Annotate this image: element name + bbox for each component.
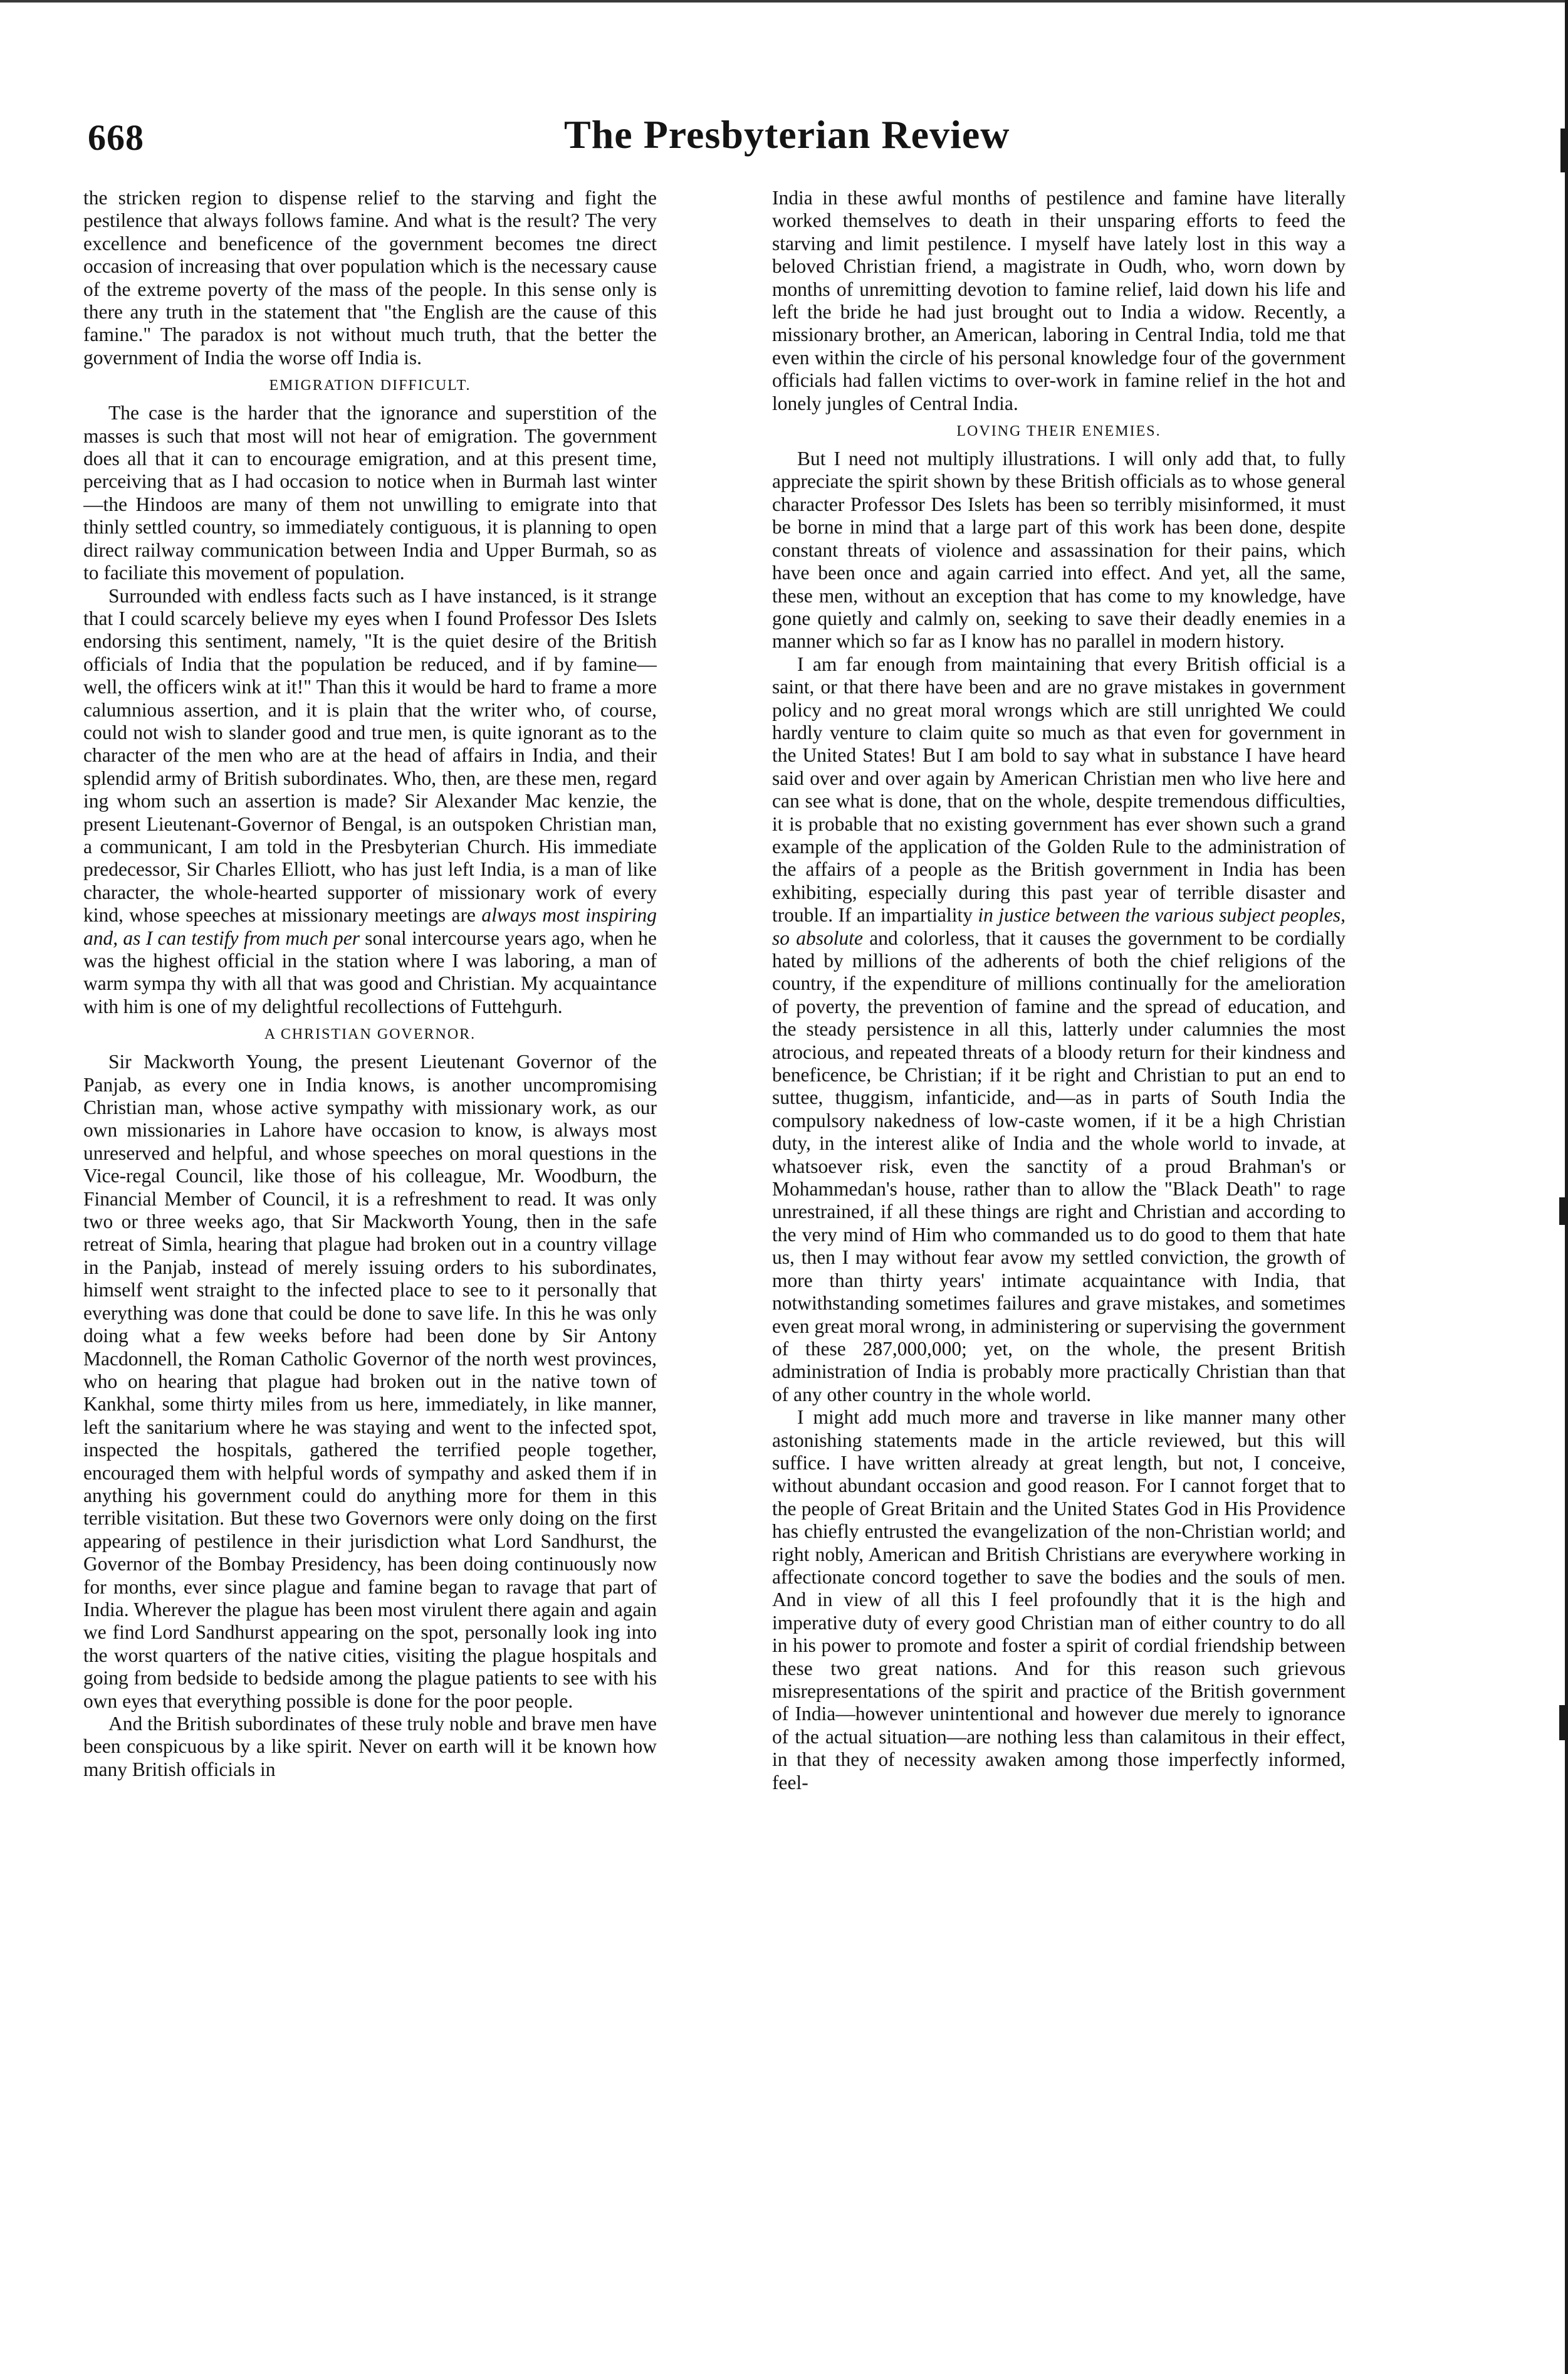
section-subheading: A CHRISTIAN GOVERNOR. xyxy=(264,1026,476,1043)
paragraph: I might add much more and traverse in like manner many other astonishing statements made in the article reviewed, but this will suffice. I have written already at great length, but not, I conceive, without abundant occasion and good reason. For I cannot forget that to the people of Great Britain and the United States God in His Providence has chiefly entrusted the evangelization of the non-Christian world; and right nobly, American and British Christians are everywhere working in affectionate concord together to save the bodies and the souls of men. And in view of all this I feel profoundly that it is the high and imperative duty of every good Christian man of either country to do all in his power to promote and foster a spirit of cordial friendship between these two great nations. And for this reason such grievous misrepresentations of the spirit and practice of the British government of India—however unintentional and however due merely to ignorance of the actual situation—are nothing less than calamitous in their effect, in that they of necessity awaken among those imperfectly informed, feel- xyxy=(772,1406,1346,1794)
paragraph xyxy=(83,585,657,1019)
page-edge-mark xyxy=(1559,1197,1565,1225)
paragraph: Sir Mackworth Young, the present Lieutenant Governor of the Panjab, as every one in India knows, is another uncompromising Christian man, whose active sympathy with missionary work, as our own missionaries in Lahore have occasion to know, is always most unreserved and helpful, and whose speeches on moral questions in the Vice-regal Council, like those of his colleague, Mr. Woodburn, the Financial Member of Council, it is a refreshment to read. It was only two or three weeks ago, that Sir Mackworth Young, then in the safe retreat of Simla, hearing that plague had broken out in a country village in the Panjab, instead of merely issuing orders to his subordinates, himself went straight to the infected place to see to it personally that everything was done that could be done to save life. In this he was only doing what a few weeks before had been done by Sir Antony Macdonnell, the Roman Catholic Governor of the north west provinces, who on hearing that plague had broken out in the native town of Kankhal, some thirty miles from us here, immediately, in like manner, left the sanitarium where he was staying and went to the infected spot, inspected the hospitals, gathered the terrified people together, encouraged them with helpful words of sympathy and asked them if in anything his government could do anything more for them in this terrible visitation. But these two Governors were only doing on the first appearing of pestilence in their jurisdiction what Lord Sandhurst, the Governor of the Bombay Presidency, has been doing continuously now for months, ever since plague and famine began to ravage that part of India. Wherever the plague has been most virulent there again and again we find Lord Sandhurst appearing on the spot, personally look ing into the worst quarters of the native cities, visiting the plague hospitals and going from bedside to bedside among the plague patients to see with his own eyes that everything possible is done for the poor people. xyxy=(83,1051,657,1712)
paragraph-text: and colorless, that it causes the government to be cordially hated by millions of the adherents of both the chief religions of the country, if the expenditure of millions continually for the amelioration of poverty, the prevention of famine and the spread of education, and the steady persistence in all this, latterly under calumnies the most atrocious, and repeated threats of a bloody return for their kindness and beneficence, be Christian; if it be right and Christian to put an end to suttee, thuggism, infanticide, and—as in parts of South India the compulsory nakedness of low-caste women, if it be a high Christian duty, in the interest alike of India and the whole world to invade, at whatsoever risk, even the sanctity of a proud Brahman's or Mohammedan's house, rather than to allow the "Black Death" to rage unrestrained, if all these things are right and Christian and according to the very mind of Him who commanded us to do good to them that hate us, then I may without fear avow my settled conviction, the growth of more than thirty years' intimate acquaintance with India, that notwithstanding sometimes failures and grave mistakes, and sometimes even great moral wrong, in administering or supervising the government of these 287,000,000; yet, on the whole, the present British administration of India is probably more practically Christian than that of any other country in the whole world. xyxy=(772,927,1346,1405)
paragraph-text: I am far enough from maintaining that every British official is a saint, or that there have been and are no grave mistakes in government policy and no great moral wrongs which are still unrighted We could hardly venture to claim quite so much as that even for government in the United States! But I am bold to say what in substance I have heard said over and over again by American Christian men who live here and can see what is done, that on the whole, despite tremendous difficulties, it is probable that no existing government has ever shown such a grand example of the application of the Golden Rule to the administration of the affairs of a people as the British government in India has been exhibiting, especially during this past year of terrible disaster and trouble. If an impartiality xyxy=(772,653,1346,927)
paragraph: India in these awful months of pestilence and famine have literally worked themselves to death in their unsparing efforts to feed the starving and limit pestilence. I myself have lately lost in this way a beloved Christian friend, a magistrate in Oudh, who, worn down by months of unremitting devotion to famine relief, laid down his life and left the bride he had just brought out to India a widow. Recently, a missionary brother, an American, laboring in Central India, told me that even within the circle of his personal knowledge four of the government officials had fallen victims to over-work in famine relief in the hot and lonely jungles of Central India. xyxy=(772,187,1346,414)
paragraph-text: sonal intercourse years ago, when he was the highest official in the station where I was laboring, a man of warm sympa thy with all that was good and Christian. My acquaintance with him is one of my delightful recollections of Futtehgurh. xyxy=(83,927,657,1017)
section-subheading: LOVING THEIR ENEMIES. xyxy=(956,423,1161,440)
journal-title: The Presbyterian Review xyxy=(564,112,1010,157)
page-number: 668 xyxy=(88,117,144,158)
paragraph: But I need not multiply illustrations. I will only add that, to fully appreciate the spirit shown by these British officials as to whose general character Professor Des Islets has been so terribly misinformed, it must be borne in mind that a large part of this work has been done, despite constant threats of violence and assassination for their pains, which have been once and again carried into effect. And yet, all the same, these men, without an exception that has come to my knowledge, have gone quietly and calmly on, seeking to save their deadly enemies in a manner which so far as I know has no parallel in modern history. xyxy=(772,448,1346,653)
right-column xyxy=(772,187,1346,2350)
section-subheading: EMIGRATION DIFFICULT. xyxy=(269,377,471,394)
page-edge-mark xyxy=(1559,1705,1565,1740)
paragraph: The case is the harder that the ignorance and superstition of the masses is such that most will not hear of emigration. The government does all that it can to encourage emigration, and at this present time, perceiving that as I had occasion to notice when in Burmah last winter—the Hindoos are many of them not unwilling to emigrate into that thinly settled country, so immediately contiguous, it is planning to open direct railway communication between India and Upper Burmah, so as to faciliate this movement of population. xyxy=(83,402,657,584)
paragraph: And the British subordinates of these truly noble and brave men have been conspicuous by a like spirit. Never on earth will it be known how many British officials in xyxy=(83,1713,657,1780)
italic-text: always most inspiring and, as I can testify from much per xyxy=(83,904,657,949)
paragraph-text: Surrounded with endless facts such as I have instanced, is it strange that I could scarcely believe my eyes when I found Professor Des Islets endorsing this sentiment, namely, "It is the quiet desire of the British officials of India that the population be reduced, and if by famine—well, the officers wink at it!" Than this it would be hard to frame a more calumnious assertion, and it is plain that the writer who, of course, could not wish to slander good and true men, is quite ignorant as to the character of the men who are at the head of affairs in India, and their splendid army of British subordinates. Who, then, are these men, regard ing whom such an assertion is made? Sir Alexander Mac kenzie, the present Lieutenant-Governor of Bengal, is an outspoken Christian man, a communicant, I am told in the Presbyterian Church. His immediate predecessor, Sir Charles Elliott, who has just left India, is a man of like character, the whole-hearted supporter of missionary work of every kind, whose speeches at missionary meetings are xyxy=(83,584,657,927)
left-column xyxy=(83,187,657,2350)
page-header xyxy=(88,112,1341,174)
paragraph xyxy=(772,653,1346,1406)
page-edge-rule xyxy=(1565,0,1568,2374)
paragraph: the stricken region to dispense relief to the starving and fight the pestilence that always follows famine. And what is the result? The very excellence and beneficence of the government becomes tne direct occasion of increasing that over population which is the necessary cause of the extreme poverty of the mass of the people. In this sense only is there any truth in the statement that "the English are the cause of this famine." The paradox is not without much truth, that the better the government of India the worse off India is. xyxy=(83,187,657,369)
italic-text: in justice between the various subject peoples, so absolute xyxy=(772,904,1346,949)
top-scan-rule xyxy=(0,0,1568,3)
page-edge-mark xyxy=(1560,129,1565,172)
